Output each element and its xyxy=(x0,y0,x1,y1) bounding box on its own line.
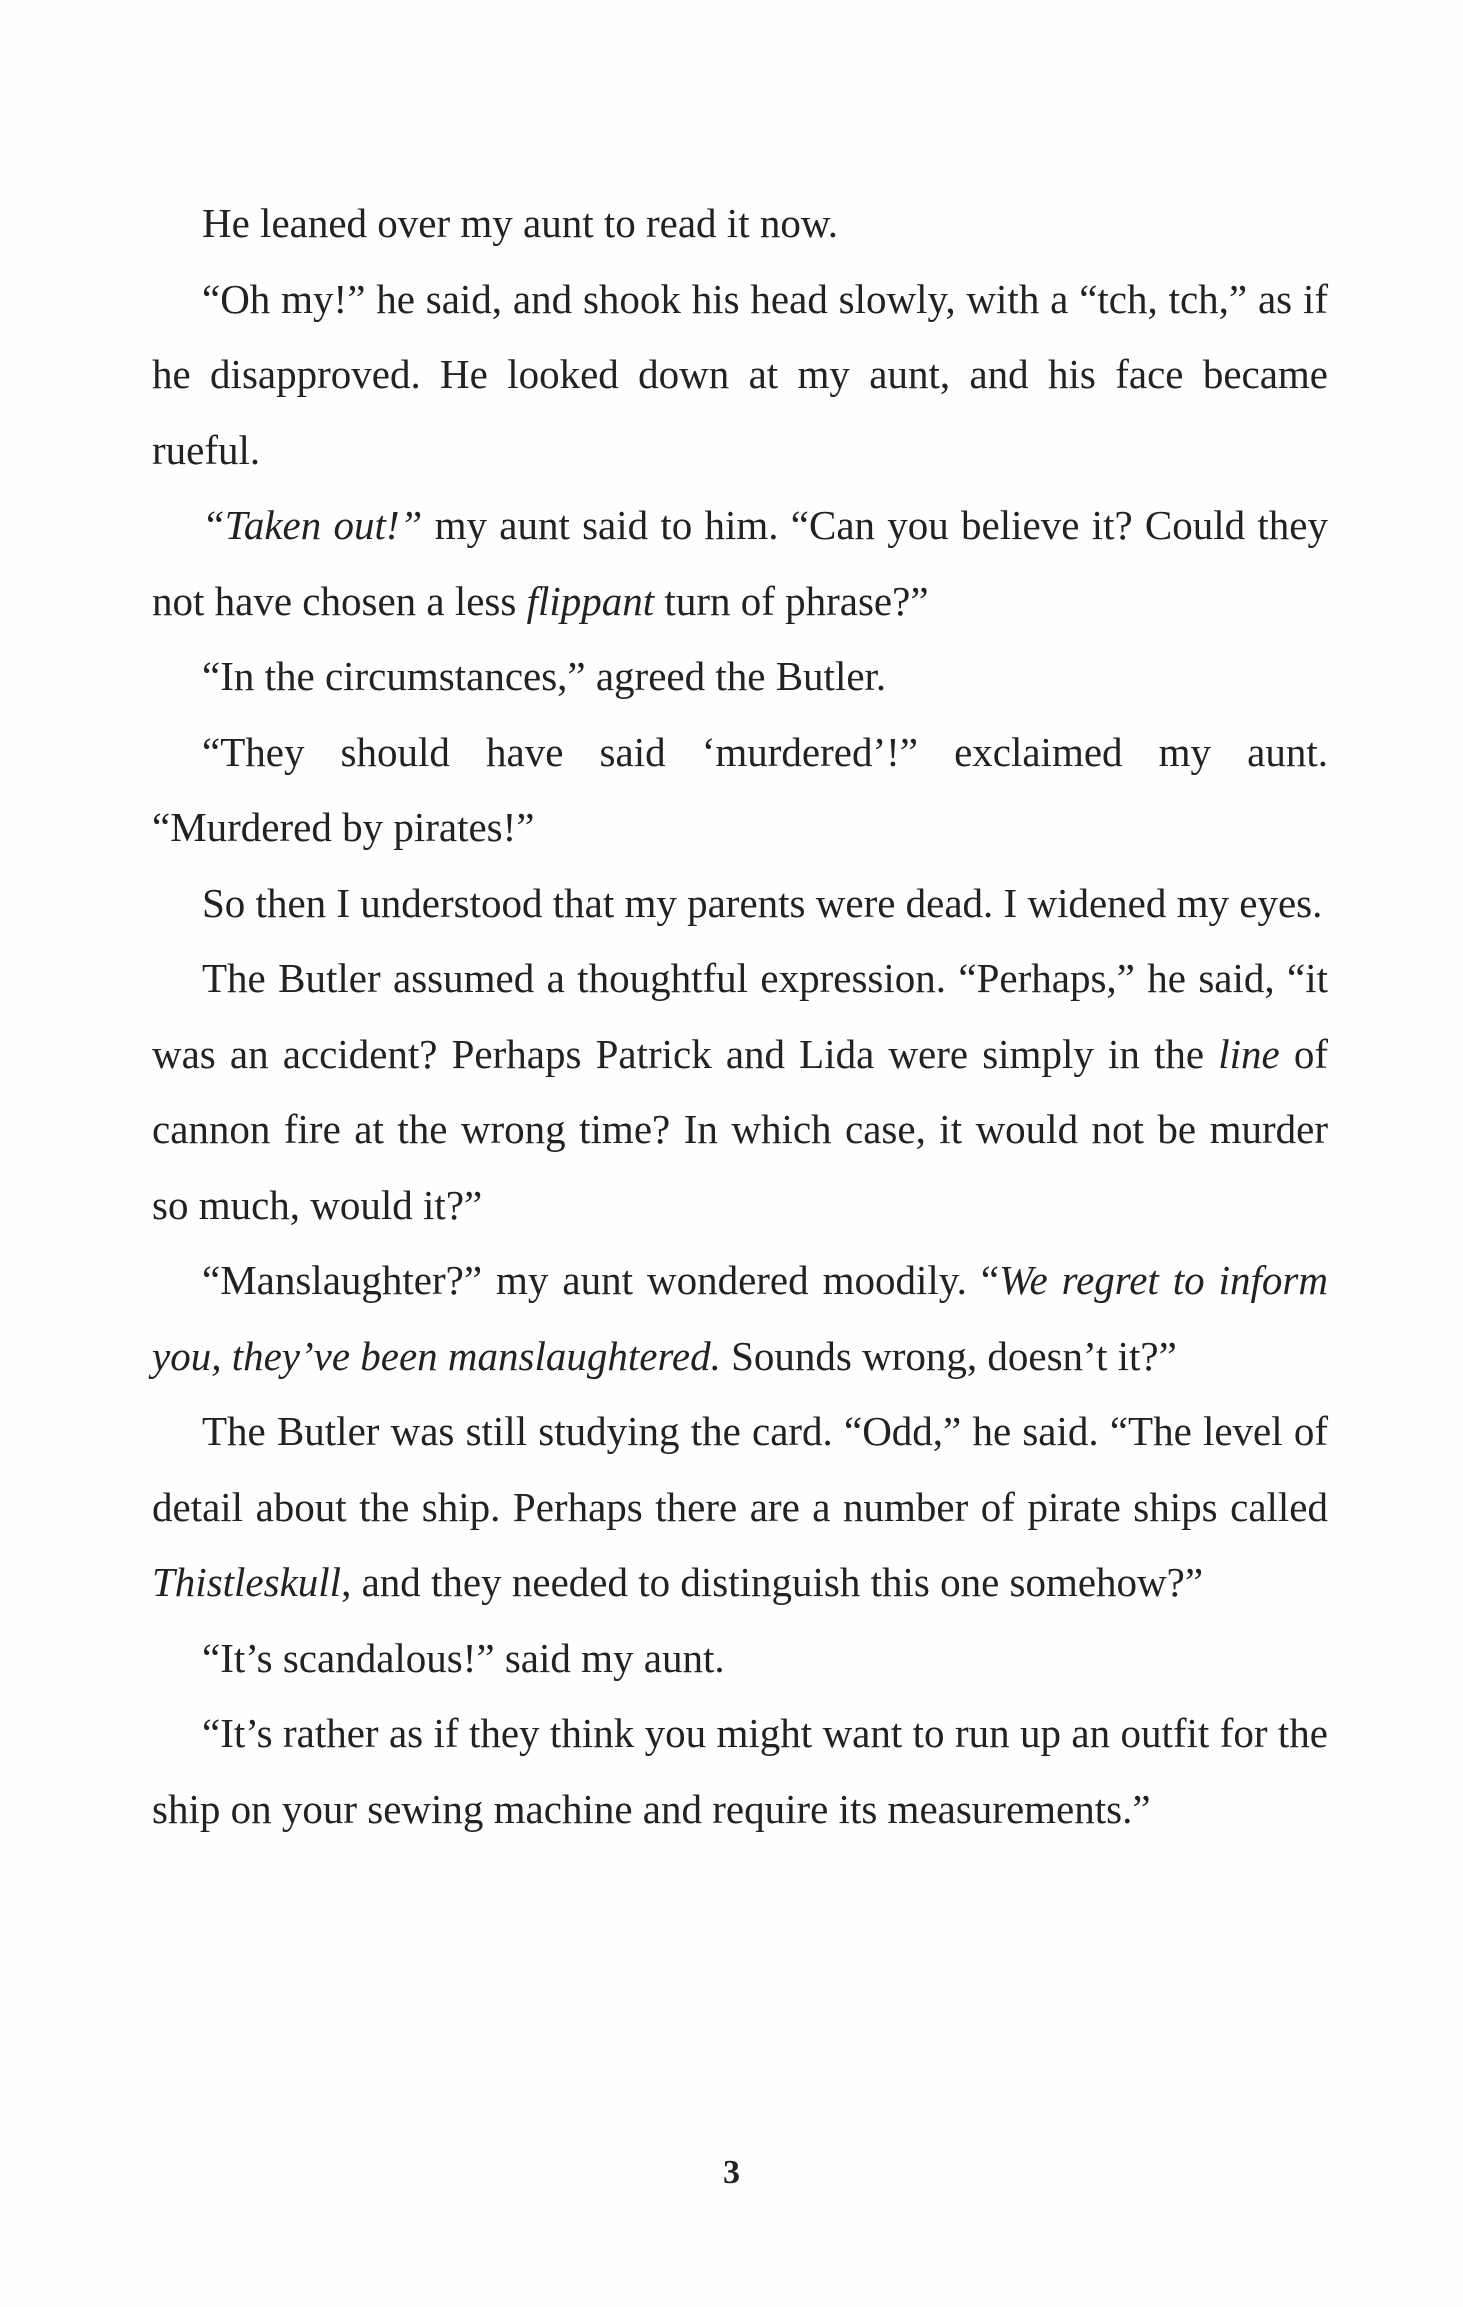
paragraph-8 xyxy=(152,1243,1328,1394)
paragraph-10 xyxy=(152,1621,1328,1697)
paragraph-9 xyxy=(152,1394,1328,1621)
paragraph-6 xyxy=(152,866,1328,942)
italic-run: We regret to inform you, they’ve been manslaughtered. xyxy=(152,1257,1328,1379)
text-run: The Butler was still studying the card. “Odd,” he said. “The level of detail about the ship. Perhaps there are a number of pirate ships called xyxy=(152,1408,1328,1530)
paragraph-5 xyxy=(152,715,1328,866)
text-run: “It’s scandalous!” said my aunt. xyxy=(202,1634,725,1681)
paragraph-1 xyxy=(152,186,1328,262)
italic-run: “Taken out!” xyxy=(202,502,423,548)
text-run: “Oh my!” he said, and shook his head slowly, with a “tch, tch,” as if he disapproved. He looked down at my aunt, and his face became rueful. xyxy=(152,275,1328,473)
italic-run: flippant xyxy=(526,577,655,624)
text-run: He leaned over my aunt to read it now. xyxy=(202,200,839,246)
paragraph-4 xyxy=(152,639,1328,715)
paragraph-3 xyxy=(152,488,1328,639)
italic-run: line xyxy=(1218,1030,1280,1077)
body-text xyxy=(152,186,1328,1847)
text-run: “Manslaughter?” my aunt wondered moodily. “ xyxy=(202,1257,1000,1303)
text-run: “They should have said ‘murdered’!” exclaimed my aunt. “Murdered by pirates!” xyxy=(152,728,1328,850)
paragraph-11 xyxy=(152,1696,1328,1847)
text-run: The Butler assumed a thoughtful expression. “Perhaps,” he said, “it was an accident? Perhaps Patrick and Lida were simply in the xyxy=(152,955,1328,1077)
paragraph-7 xyxy=(152,941,1328,1243)
italic-run: Thistleskull xyxy=(152,1559,342,1605)
text-run: Sounds wrong, doesn’t it?” xyxy=(720,1332,1177,1379)
page-number: 3 xyxy=(723,2154,740,2191)
text-run: “It’s rather as if they think you might want to run up an outfit for the ship on your sewing machine and require its measurements.” xyxy=(152,1710,1328,1832)
text-run: of cannon fire at the wrong time? In which case, it would not be murder so much, would it?” xyxy=(152,1030,1328,1228)
text-run: turn of phrase?” xyxy=(654,577,929,624)
text-run: my aunt said to him. “Can you believe it? Could they not have chosen a less xyxy=(152,502,1328,624)
text-run: “In the circumstances,” agreed the Butler. xyxy=(202,653,887,699)
paragraph-2 xyxy=(152,262,1328,489)
text-run: So then I understood that my parents were dead. I widened my eyes. xyxy=(202,879,1323,926)
text-run: , and they needed to distinguish this one somehow?” xyxy=(341,1559,1204,1605)
